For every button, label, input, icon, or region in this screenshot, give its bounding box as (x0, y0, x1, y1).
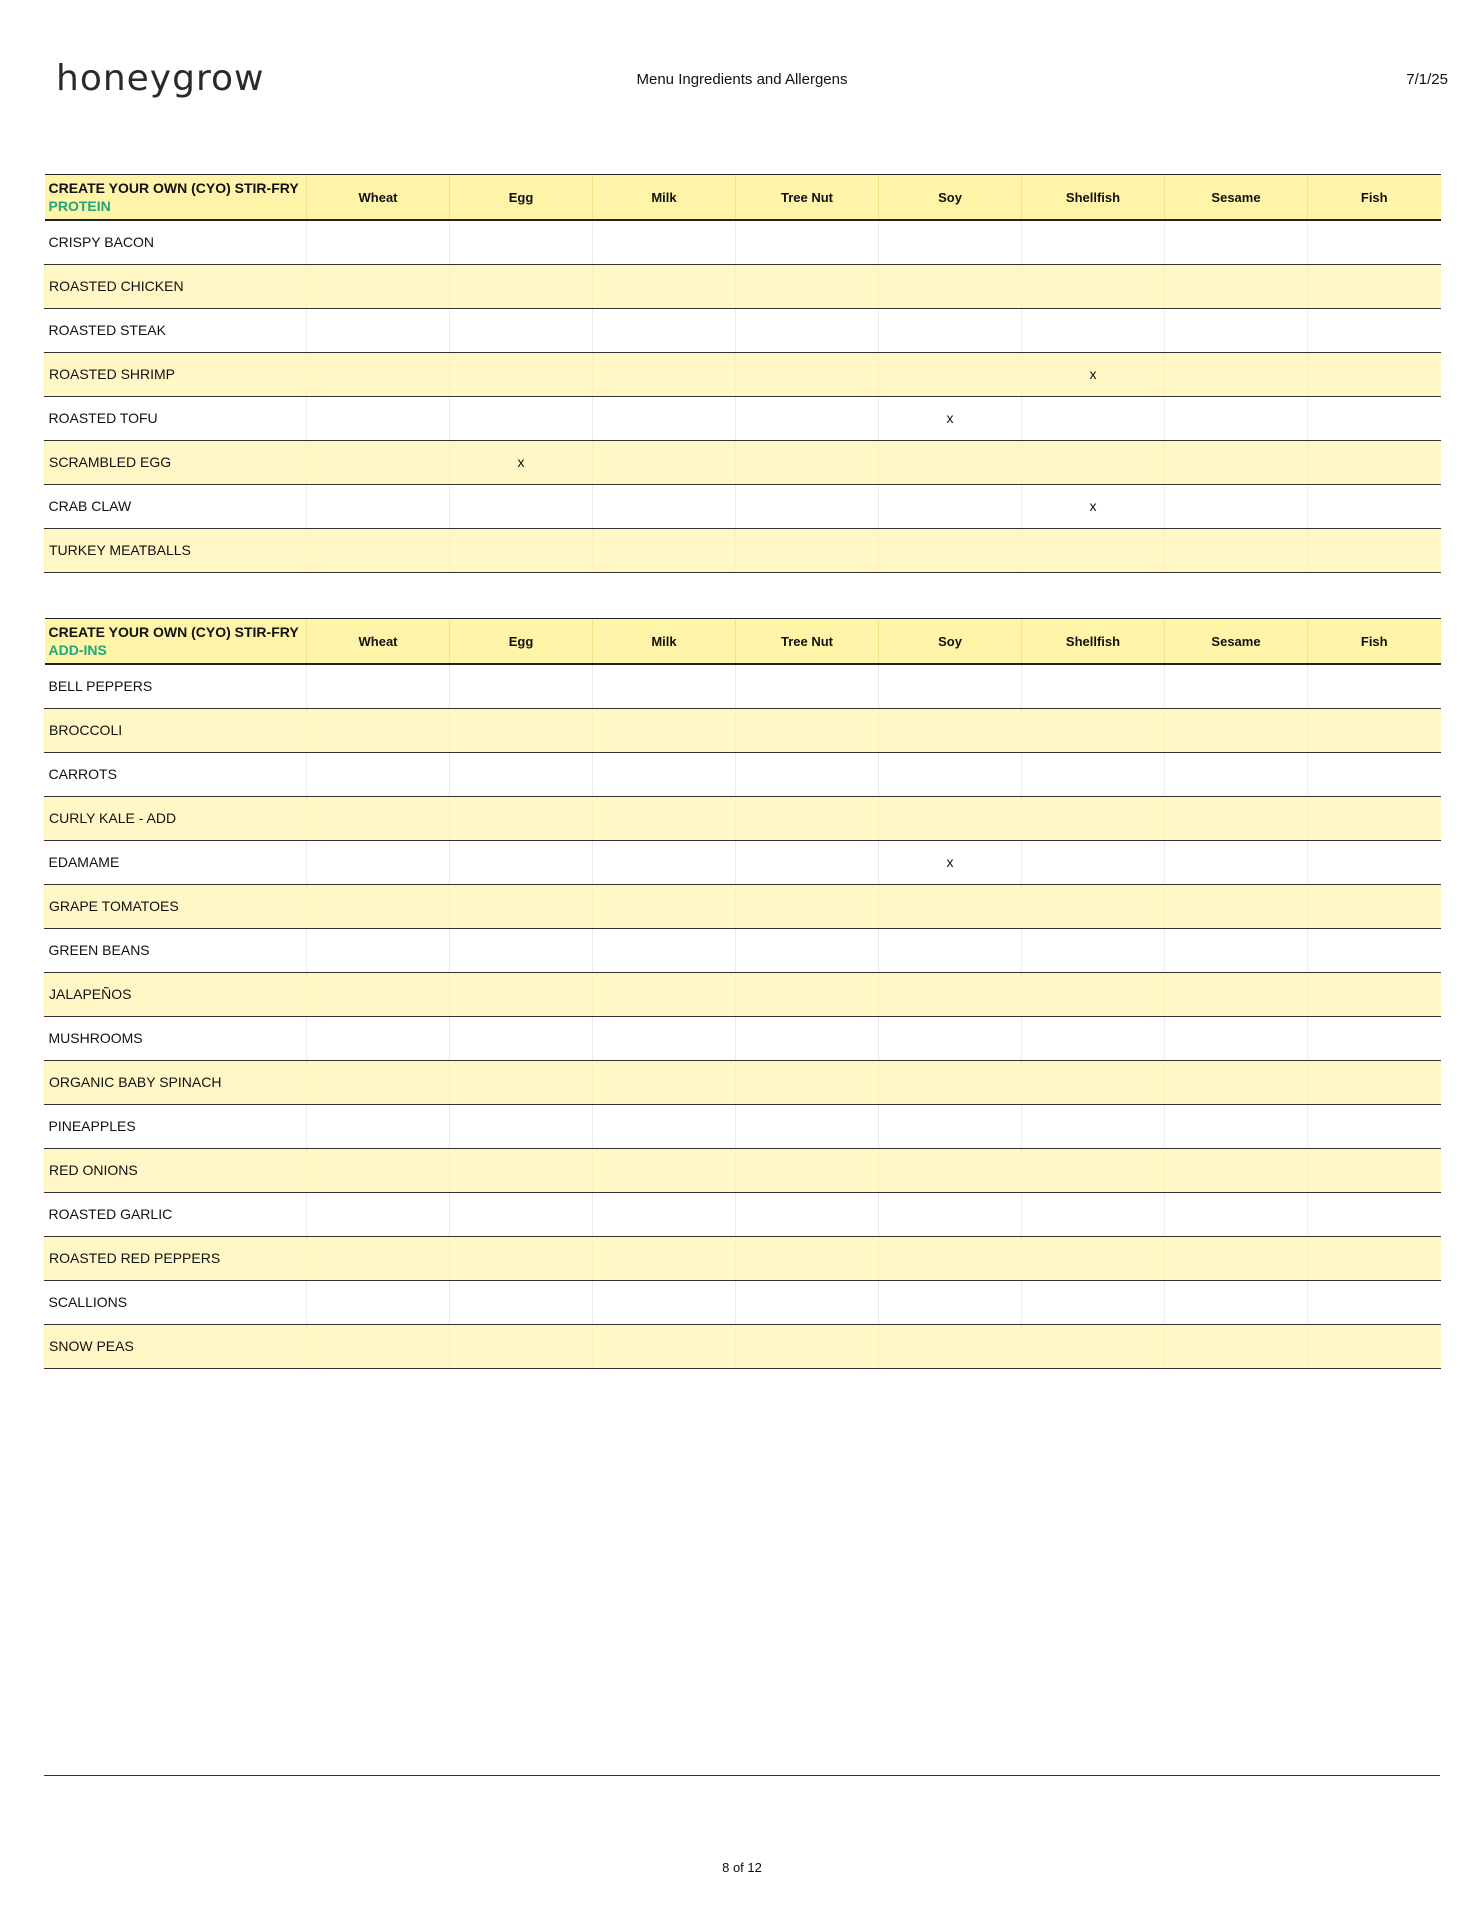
column-header-shellfish: Shellfish (1022, 619, 1165, 665)
column-header-egg: Egg (450, 175, 593, 221)
item-name: CRAB CLAW (45, 484, 307, 528)
allergen-cell (879, 1016, 1022, 1060)
allergen-cell (1165, 928, 1308, 972)
allergen-cell (450, 1324, 593, 1368)
allergen-cell (736, 1148, 879, 1192)
allergen-cell (307, 484, 450, 528)
table-title: CREATE YOUR OWN (CYO) STIR-FRY (48, 624, 299, 640)
item-name: SCRAMBLED EGG (45, 440, 307, 484)
column-header-tree-nut: Tree Nut (736, 175, 879, 221)
column-header-soy: Soy (879, 175, 1022, 221)
allergen-cell (1308, 884, 1441, 928)
allergen-cell (593, 1324, 736, 1368)
allergen-cell (879, 928, 1022, 972)
allergen-cell (450, 1060, 593, 1104)
allergen-cell (1165, 440, 1308, 484)
allergen-cell (1165, 664, 1308, 708)
allergen-cell (736, 928, 879, 972)
allergen-cell (307, 928, 450, 972)
allergen-cell (1022, 884, 1165, 928)
allergen-cell (1308, 972, 1441, 1016)
allergen-cell (450, 484, 593, 528)
allergen-cell (879, 884, 1022, 928)
allergen-cell (1165, 1148, 1308, 1192)
allergen-cell (593, 396, 736, 440)
allergen-cell (450, 528, 593, 572)
allergen-cell (307, 972, 450, 1016)
table-row (45, 308, 1441, 352)
allergen-cell (1165, 352, 1308, 396)
allergen-cell (450, 1236, 593, 1280)
allergen-cell (1022, 396, 1165, 440)
protein-allergen-table (44, 174, 1441, 573)
column-header-shellfish: Shellfish (1022, 175, 1165, 221)
allergen-cell (736, 1324, 879, 1368)
allergen-cell (879, 1324, 1022, 1368)
allergen-cell (307, 1324, 450, 1368)
allergen-cell (307, 396, 450, 440)
table-heading (45, 175, 307, 221)
table-row (45, 1280, 1441, 1324)
allergen-cell (593, 1280, 736, 1324)
table-row (45, 264, 1441, 308)
allergen-cell (736, 884, 879, 928)
allergen-cell (307, 796, 450, 840)
allergen-cell (879, 796, 1022, 840)
item-name: GREEN BEANS (45, 928, 307, 972)
allergen-cell (450, 1148, 593, 1192)
allergen-cell (593, 796, 736, 840)
allergen-cell (1022, 972, 1165, 1016)
allergen-cell: x (450, 440, 593, 484)
column-header-milk: Milk (593, 175, 736, 221)
table-subtitle: ADD-INS (48, 642, 107, 658)
allergen-cell (1022, 264, 1165, 308)
allergen-cell (1308, 928, 1441, 972)
allergen-cell (1022, 1060, 1165, 1104)
allergen-cell (1165, 1060, 1308, 1104)
column-header-egg: Egg (450, 619, 593, 665)
allergen-cell (450, 1016, 593, 1060)
allergen-cell (736, 352, 879, 396)
allergen-cell (736, 708, 879, 752)
table-row (45, 528, 1441, 572)
allergen-cell (736, 1060, 879, 1104)
allergen-cell (1165, 220, 1308, 264)
allergen-cell (1165, 528, 1308, 572)
allergen-cell (879, 484, 1022, 528)
allergen-cell (879, 1192, 1022, 1236)
allergen-cell (879, 1148, 1022, 1192)
page-number: 8 of 12 (722, 1860, 762, 1875)
allergen-cell (736, 264, 879, 308)
allergen-cell (1165, 1324, 1308, 1368)
allergen-cell (593, 1236, 736, 1280)
allergen-cell (593, 928, 736, 972)
table-row (45, 1324, 1441, 1368)
table-row (45, 840, 1441, 884)
table-row (45, 1104, 1441, 1148)
allergen-cell (450, 264, 593, 308)
column-header-milk: Milk (593, 619, 736, 665)
allergen-cell (736, 1236, 879, 1280)
allergen-cell (1165, 796, 1308, 840)
allergen-cell (450, 664, 593, 708)
table-row (45, 752, 1441, 796)
table-row (45, 396, 1441, 440)
table-row (45, 352, 1441, 396)
allergen-cell (1165, 308, 1308, 352)
allergen-cell (450, 396, 593, 440)
item-name: TURKEY MEATBALLS (45, 528, 307, 572)
column-header-soy: Soy (879, 619, 1022, 665)
item-name: CURLY KALE - ADD (45, 796, 307, 840)
allergen-cell (1308, 1192, 1441, 1236)
allergen-cell (307, 440, 450, 484)
allergen-cell (879, 308, 1022, 352)
allergen-cell (450, 1192, 593, 1236)
allergen-cell (879, 1236, 1022, 1280)
item-name: SNOW PEAS (45, 1324, 307, 1368)
allergen-cell (593, 308, 736, 352)
allergen-cell (736, 220, 879, 264)
allergen-cell (879, 1280, 1022, 1324)
allergen-cell (1308, 1104, 1441, 1148)
allergen-cell (593, 840, 736, 884)
table-row (45, 484, 1441, 528)
allergen-cell (1308, 840, 1441, 884)
allergen-cell (593, 352, 736, 396)
item-name: ORGANIC BABY SPINACH (45, 1060, 307, 1104)
column-header-sesame: Sesame (1165, 619, 1308, 665)
allergen-cell (1022, 708, 1165, 752)
column-header-wheat: Wheat (307, 619, 450, 665)
allergen-cell (307, 752, 450, 796)
allergen-cell (307, 1016, 450, 1060)
allergen-cell (450, 796, 593, 840)
allergen-cell (450, 928, 593, 972)
allergen-cell (1022, 1280, 1165, 1324)
column-header-fish: Fish (1308, 175, 1441, 221)
allergen-cell (307, 264, 450, 308)
allergen-cell (450, 308, 593, 352)
allergen-cell (879, 1060, 1022, 1104)
item-name: GRAPE TOMATOES (45, 884, 307, 928)
allergen-cell (593, 752, 736, 796)
allergen-cell (1308, 1148, 1441, 1192)
allergen-cell (593, 440, 736, 484)
allergen-cell (1022, 928, 1165, 972)
table-row (45, 1148, 1441, 1192)
table-header-row (45, 175, 1441, 221)
allergen-cell (736, 752, 879, 796)
item-name: ROASTED STEAK (45, 308, 307, 352)
table-row (45, 796, 1441, 840)
allergen-cell (450, 884, 593, 928)
add-ins-allergen-table (44, 618, 1441, 1369)
allergen-cell (736, 396, 879, 440)
allergen-cell (307, 352, 450, 396)
allergen-cell (1022, 1104, 1165, 1148)
item-name: ROASTED SHRIMP (45, 352, 307, 396)
table-row (45, 220, 1441, 264)
item-name: BROCCOLI (45, 708, 307, 752)
allergen-cell (593, 664, 736, 708)
allergen-cell (879, 440, 1022, 484)
allergen-cell (736, 796, 879, 840)
item-name: CARROTS (45, 752, 307, 796)
item-name: PINEAPPLES (45, 1104, 307, 1148)
allergen-cell (1308, 264, 1441, 308)
allergen-cell (593, 220, 736, 264)
allergen-cell (593, 1192, 736, 1236)
allergen-cell (1308, 1236, 1441, 1280)
allergen-cell (593, 972, 736, 1016)
allergen-cell (1165, 884, 1308, 928)
column-header-wheat: Wheat (307, 175, 450, 221)
footer-divider (44, 1775, 1440, 1776)
allergen-cell (879, 220, 1022, 264)
allergen-cell (1308, 396, 1441, 440)
allergen-cell (736, 484, 879, 528)
allergen-cell (736, 1016, 879, 1060)
allergen-cell (1022, 664, 1165, 708)
allergen-cell (307, 220, 450, 264)
allergen-cell (593, 1148, 736, 1192)
allergen-cell: x (1022, 352, 1165, 396)
allergen-cell (593, 528, 736, 572)
allergen-cell (593, 884, 736, 928)
allergen-cell (307, 664, 450, 708)
allergen-cell (1165, 1192, 1308, 1236)
item-name: SCALLIONS (45, 1280, 307, 1324)
document-title: Menu Ingredients and Allergens (636, 71, 848, 88)
allergen-cell (450, 1104, 593, 1148)
allergen-cell (1165, 264, 1308, 308)
allergen-cell (736, 972, 879, 1016)
table-title: CREATE YOUR OWN (CYO) STIR-FRY (48, 180, 299, 196)
allergen-cell (450, 972, 593, 1016)
allergen-cell (307, 884, 450, 928)
column-header-tree-nut: Tree Nut (736, 619, 879, 665)
brand-logo: honeygrow (56, 58, 265, 99)
allergen-cell (1308, 528, 1441, 572)
allergen-cell (1165, 1104, 1308, 1148)
allergen-cell (307, 308, 450, 352)
item-name: MUSHROOMS (45, 1016, 307, 1060)
allergen-cell (1308, 708, 1441, 752)
allergen-cell (1022, 528, 1165, 572)
allergen-cell (1308, 664, 1441, 708)
allergen-cell (1022, 752, 1165, 796)
allergen-cell (1022, 840, 1165, 884)
allergen-cell (1308, 220, 1441, 264)
allergen-cell (736, 664, 879, 708)
document-date: 7/1/25 (1406, 71, 1448, 88)
allergen-cell (307, 1280, 450, 1324)
allergen-cell (450, 1280, 593, 1324)
allergen-cell (736, 1192, 879, 1236)
allergen-cell (1022, 1148, 1165, 1192)
allergen-cell (879, 1104, 1022, 1148)
allergen-cell (593, 1104, 736, 1148)
item-name: ROASTED TOFU (45, 396, 307, 440)
allergen-cell (1308, 440, 1441, 484)
allergen-cell (736, 528, 879, 572)
allergen-cell (307, 840, 450, 884)
allergen-cell (1308, 1324, 1441, 1368)
allergen-cell: x (879, 396, 1022, 440)
table-row (45, 884, 1441, 928)
allergen-cell (1165, 1016, 1308, 1060)
allergen-cell (1308, 1280, 1441, 1324)
allergen-cell (450, 840, 593, 884)
allergen-cell (307, 1060, 450, 1104)
allergen-cell (1165, 840, 1308, 884)
table-heading (45, 619, 307, 665)
allergen-cell (879, 664, 1022, 708)
table-row (45, 708, 1441, 752)
allergen-cell (593, 708, 736, 752)
allergen-cell (736, 1280, 879, 1324)
allergen-cell (879, 708, 1022, 752)
column-header-fish: Fish (1308, 619, 1441, 665)
allergen-cell (1165, 484, 1308, 528)
allergen-cell (307, 528, 450, 572)
allergen-cell (1308, 352, 1441, 396)
allergen-cell (1308, 308, 1441, 352)
table-row (45, 1016, 1441, 1060)
allergen-cell (1165, 752, 1308, 796)
allergen-cell (450, 752, 593, 796)
allergen-cell (450, 708, 593, 752)
table-subtitle: PROTEIN (48, 198, 111, 214)
allergen-cell (307, 1236, 450, 1280)
table-header-row (45, 619, 1441, 665)
item-name: CRISPY BACON (45, 220, 307, 264)
allergen-cell (879, 528, 1022, 572)
allergen-cell (879, 752, 1022, 796)
allergen-cell (307, 708, 450, 752)
allergen-cell (1022, 220, 1165, 264)
item-name: EDAMAME (45, 840, 307, 884)
allergen-cell (450, 352, 593, 396)
item-name: BELL PEPPERS (45, 664, 307, 708)
allergen-cell: x (1022, 484, 1165, 528)
allergen-cell (450, 220, 593, 264)
allergen-cell (1022, 1192, 1165, 1236)
allergen-cell (1022, 308, 1165, 352)
allergen-cell (593, 264, 736, 308)
item-name: RED ONIONS (45, 1148, 307, 1192)
allergen-cell (593, 1060, 736, 1104)
allergen-cell (879, 972, 1022, 1016)
allergen-cell (1022, 796, 1165, 840)
allergen-cell (879, 264, 1022, 308)
allergen-cell (736, 840, 879, 884)
allergen-cell (736, 308, 879, 352)
allergen-cell (736, 1104, 879, 1148)
table-row (45, 928, 1441, 972)
allergen-cell (1165, 1236, 1308, 1280)
table-row (45, 440, 1441, 484)
allergen-cell (1022, 1236, 1165, 1280)
allergen-cell (1165, 396, 1308, 440)
column-header-sesame: Sesame (1165, 175, 1308, 221)
item-name: ROASTED RED PEPPERS (45, 1236, 307, 1280)
table-row (45, 1236, 1441, 1280)
allergen-cell (593, 1016, 736, 1060)
allergen-cell (1022, 1016, 1165, 1060)
item-name: ROASTED GARLIC (45, 1192, 307, 1236)
allergen-cell (736, 440, 879, 484)
allergen-cell (1165, 1280, 1308, 1324)
allergen-cell (1022, 1324, 1165, 1368)
allergen-cell (1308, 752, 1441, 796)
allergen-cell (1308, 1016, 1441, 1060)
allergen-cell (307, 1104, 450, 1148)
allergen-cell: x (879, 840, 1022, 884)
allergen-cell (1308, 1060, 1441, 1104)
allergen-cell (1308, 796, 1441, 840)
allergen-cell (1165, 972, 1308, 1016)
allergen-cell (307, 1148, 450, 1192)
allergen-cell (1308, 484, 1441, 528)
table-row (45, 1192, 1441, 1236)
table-row (45, 664, 1441, 708)
allergen-cell (593, 484, 736, 528)
item-name: ROASTED CHICKEN (45, 264, 307, 308)
item-name: JALAPEÑOS (45, 972, 307, 1016)
allergen-cell (307, 1192, 450, 1236)
allergen-cell (879, 352, 1022, 396)
allergen-cell (1165, 708, 1308, 752)
allergen-cell (1022, 440, 1165, 484)
table-row (45, 1060, 1441, 1104)
table-row (45, 972, 1441, 1016)
